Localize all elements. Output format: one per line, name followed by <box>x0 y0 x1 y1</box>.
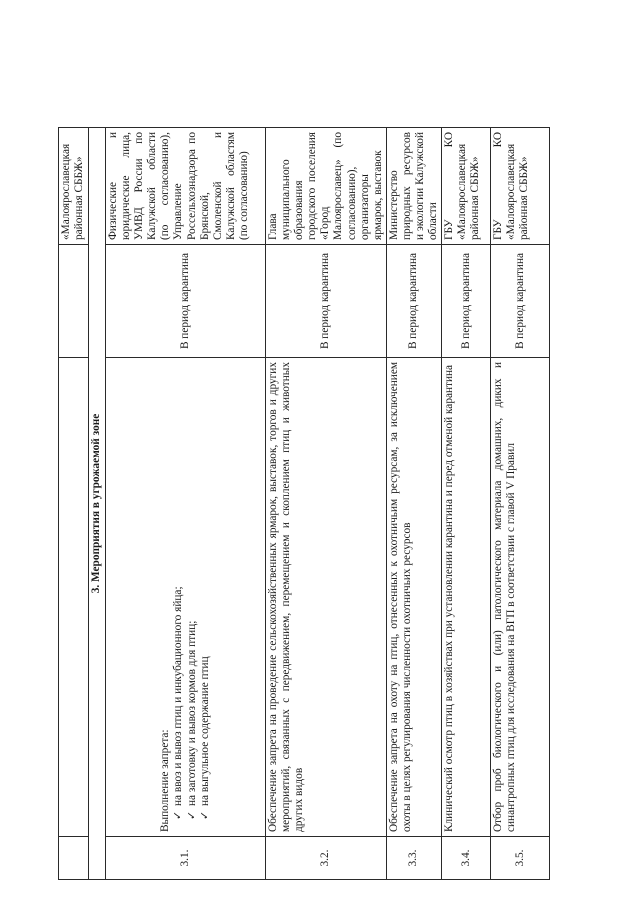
row-number: 3.5. <box>491 837 550 880</box>
row-number: 3.3. <box>386 837 441 880</box>
period-text: В период карантина <box>442 245 491 358</box>
table-row <box>386 128 441 880</box>
list-item <box>172 362 185 820</box>
responsible-text: ГБУ КО «Малоярославецкая районная СББЖ» <box>442 128 491 245</box>
measure-text: Обеспечение запрета на охоту на птиц, отнесенных к охотничьим ресурсам, за исключением охоты в целях регулирования численности охотничьих ресурсов <box>386 358 441 837</box>
row-number: 3.2. <box>266 837 387 880</box>
responsible-text: Физические и юридические лица, УМВД России по Калужской области (по согласованию), Управление Россельхознадзора по Брянской, Смоленской и Калужской областям (по согласованию) <box>106 128 266 245</box>
list-item-text: на выгульное содержание птиц <box>198 656 211 806</box>
measure-text: Клинический осмотр птиц в хозяйствах при установлении карантина и перед отменой карантина <box>442 358 491 837</box>
table-row-continuation <box>59 128 89 880</box>
responsible-text: ГБУ КО «Малоярославецкая районная СББЖ» <box>491 128 550 245</box>
check-mark-icon: ✓ <box>185 810 198 820</box>
cell-text <box>59 358 89 837</box>
cell-responsible: «Малоярославецкая районная СББЖ» <box>59 128 89 245</box>
section-title: 3. Мероприятия в угрожаемой зоне <box>89 128 106 880</box>
cell-num <box>59 837 89 880</box>
table-row <box>442 128 491 880</box>
responsible-text: Министерство природных ресурсов и экологии Калужской области <box>386 128 441 245</box>
check-mark-icon: ✓ <box>198 810 211 820</box>
cell-period <box>59 245 89 358</box>
table-row <box>106 128 266 880</box>
measure-text: Обеспечение запрета на проведение сельскохозяйственных ярмарок, выставок, торгов и других мероприятий, связанных с передвижением, перемещением и скоплением птиц и животных других видов <box>266 358 387 837</box>
measure-text: Отбор проб биологического и (или) патологического материала домашних, диких и синантропных птиц для исследования на ВГП в соответствии с главой V Правил <box>491 358 550 837</box>
responsible-text: Глава муниципального образования городского поселения «Город Малоярославец» (по согласованию), организаторы ярмарок, выставок <box>266 128 387 245</box>
period-text: В период карантина <box>386 245 441 358</box>
list-item <box>186 362 199 820</box>
row-number: 3.4. <box>442 837 491 880</box>
measure-text <box>106 358 266 837</box>
period-text: В период карантина <box>491 245 550 358</box>
table-row <box>266 128 387 880</box>
prohibition-list <box>172 362 211 832</box>
list-item-text: на ввоз и вывоз птиц и инкубационного яйца; <box>172 586 185 806</box>
row-number: 3.1. <box>106 837 266 880</box>
period-text: В период карантина <box>106 245 266 358</box>
list-item <box>199 362 212 820</box>
period-text: В период карантина <box>266 245 387 358</box>
list-item-text: на заготовку и вывоз кормов для птиц; <box>185 620 198 806</box>
section-header-row <box>89 128 106 880</box>
check-mark-icon: ✓ <box>172 810 185 820</box>
table-row <box>491 128 550 880</box>
measures-table <box>58 127 550 880</box>
measure-intro: Выполнение запрета: <box>159 729 172 832</box>
